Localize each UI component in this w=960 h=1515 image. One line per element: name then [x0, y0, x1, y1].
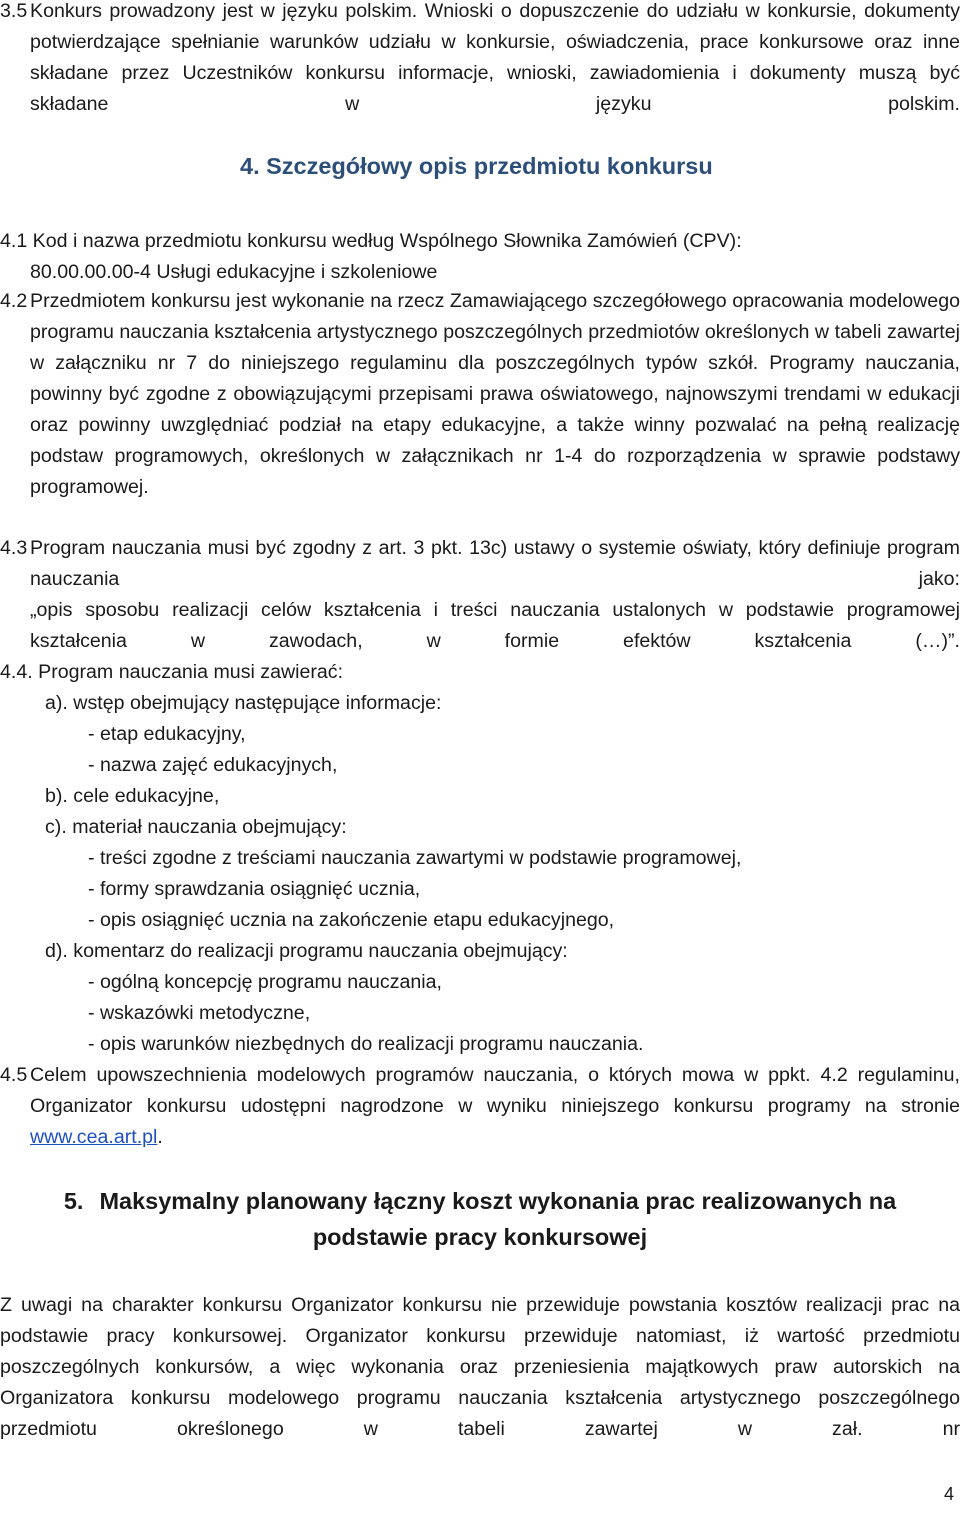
section-5-heading-line1	[0, 1183, 960, 1219]
list-subitem: - treści zgodne z treściami nauczania zawartymi w podstawie programowej,	[88, 847, 742, 869]
section-4-heading: 4. Szczegółowy opis przedmiotu konkursu	[240, 153, 713, 179]
paragraph-3-5	[0, 0, 960, 120]
section-number: 5.	[63, 1188, 84, 1214]
list-item-a: a). wstęp obejmujący następujące informacje:	[45, 692, 442, 714]
section-number: 4.5	[0, 1064, 28, 1086]
list-subitem: - wskazówki metodyczne,	[88, 1002, 311, 1024]
list-subitem: - opis warunków niezbędnych do realizacji programu nauczania.	[88, 1033, 644, 1055]
quote-definition: „opis sposobu realizacji celów kształcenia i treści nauczania ustalonych w podstawie programowej kształcenia w zawodach, w formie efektów kształcenia (…)”.	[30, 599, 960, 652]
paragraph-text: Celem upowszechnienia modelowych programów nauczania, o których mowa w ppkt. 4.2 regulaminu, Organizator konkursu udostępni nagrodzone w wyniku niniejszego konkursu programy na stronie	[30, 1064, 960, 1117]
section-number: 4.2	[0, 290, 28, 312]
paragraph-end: .	[157, 1126, 163, 1148]
section-5-heading-line2: podstawie pracy konkursowej	[312, 1224, 648, 1250]
section-number: 3.5	[0, 0, 28, 22]
list-subitem: - opis osiągnięć ucznia na zakończenie etapu edukacyjnego,	[88, 909, 615, 931]
list-item-b: b). cele edukacyjne,	[45, 785, 220, 807]
section-number: 4.3	[0, 537, 28, 559]
list-subitem: - formy sprawdzania osiągnięć ucznia,	[88, 878, 421, 900]
paragraph-text: Program nauczania musi być zgodny z art. 3 pkt. 13c) ustawy o systemie oświaty, który definiuje program nauczania jako:	[30, 537, 960, 590]
list-subitem: - ogólną koncepcję programu nauczania,	[88, 971, 442, 993]
paragraph-4-3	[0, 533, 960, 595]
paragraph-4-1-line1: 4.1 Kod i nazwa przedmiotu konkursu według Wspólnego Słownika Zamówień (CPV):	[0, 230, 742, 252]
list-subitem: - etap edukacyjny,	[88, 723, 246, 745]
website-link[interactable]: www.cea.art.pl	[30, 1126, 158, 1148]
paragraph-text: Konkurs prowadzony jest w języku polskim. Wnioski o dopuszczenie do udziału w konkursie, dokumenty potwierdzające spełnianie warunków udziału w konkursie, oświadczenia, prace konkursowe oraz inne składane przez Uczestników konkursu informacje, wnioski, zawiadomienia i dokumenty muszą być składane w języku polskim.	[30, 0, 960, 115]
list-item-d: d). komentarz do realizacji programu nauczania obejmujący:	[45, 940, 568, 962]
paragraph-4-1-line2: 80.00.00.00-4 Usługi edukacyjne i szkoleniowe	[30, 261, 438, 283]
list-item-c: c). materiał nauczania obejmujący:	[45, 816, 347, 838]
heading-text: Maksymalny planowany łączny koszt wykonania prac realizowanych na	[99, 1188, 897, 1214]
paragraph-4-5	[0, 1060, 960, 1153]
section-5-heading	[0, 1183, 960, 1255]
paragraph-4-4: 4.4. Program nauczania musi zawierać:	[0, 661, 344, 683]
page-number: 4	[943, 1484, 954, 1504]
paragraph-text: Przedmiotem konkursu jest wykonanie na rzecz Zamawiającego szczegółowego opracowania modelowego programu nauczania kształcenia artystycznego poszczególnych przedmiotów określonych w tabeli zawartej w załączniku nr 7 do niniejszego regulaminu dla poszczególnych typów szkół. Programy nauczania, powinny być zgodne z obowiązującymi przepisami prawa oświatowego, najnowszymi trendami w edukacji oraz powinny uwzględniać podział na etapy edukacyjne, a także winny pozwalać na pełną realizację podstaw programowych, określonych w załącznikach nr 1-4 do rozporządzenia w sprawie podstawy programowej.	[30, 290, 960, 498]
paragraph-4-2	[0, 286, 960, 503]
list-subitem: - nazwa zajęć edukacyjnych,	[88, 754, 338, 776]
paragraph-5: Z uwagi na charakter konkursu Organizator konkursu nie przewiduje powstania kosztów realizacji prac na podstawie pracy konkursowej. Organizator konkursu przewiduje natomiast, iż wartość przedmiotu poszczególnych konkursów, a więc wykonania oraz przeniesienia majątkowych praw autorskich na Organizatora konkursu modelowego programu nauczania kształcenia artystycznego poszczególnego przedmiotu określonego w tabeli zawartej w zał. nr	[0, 1294, 960, 1440]
